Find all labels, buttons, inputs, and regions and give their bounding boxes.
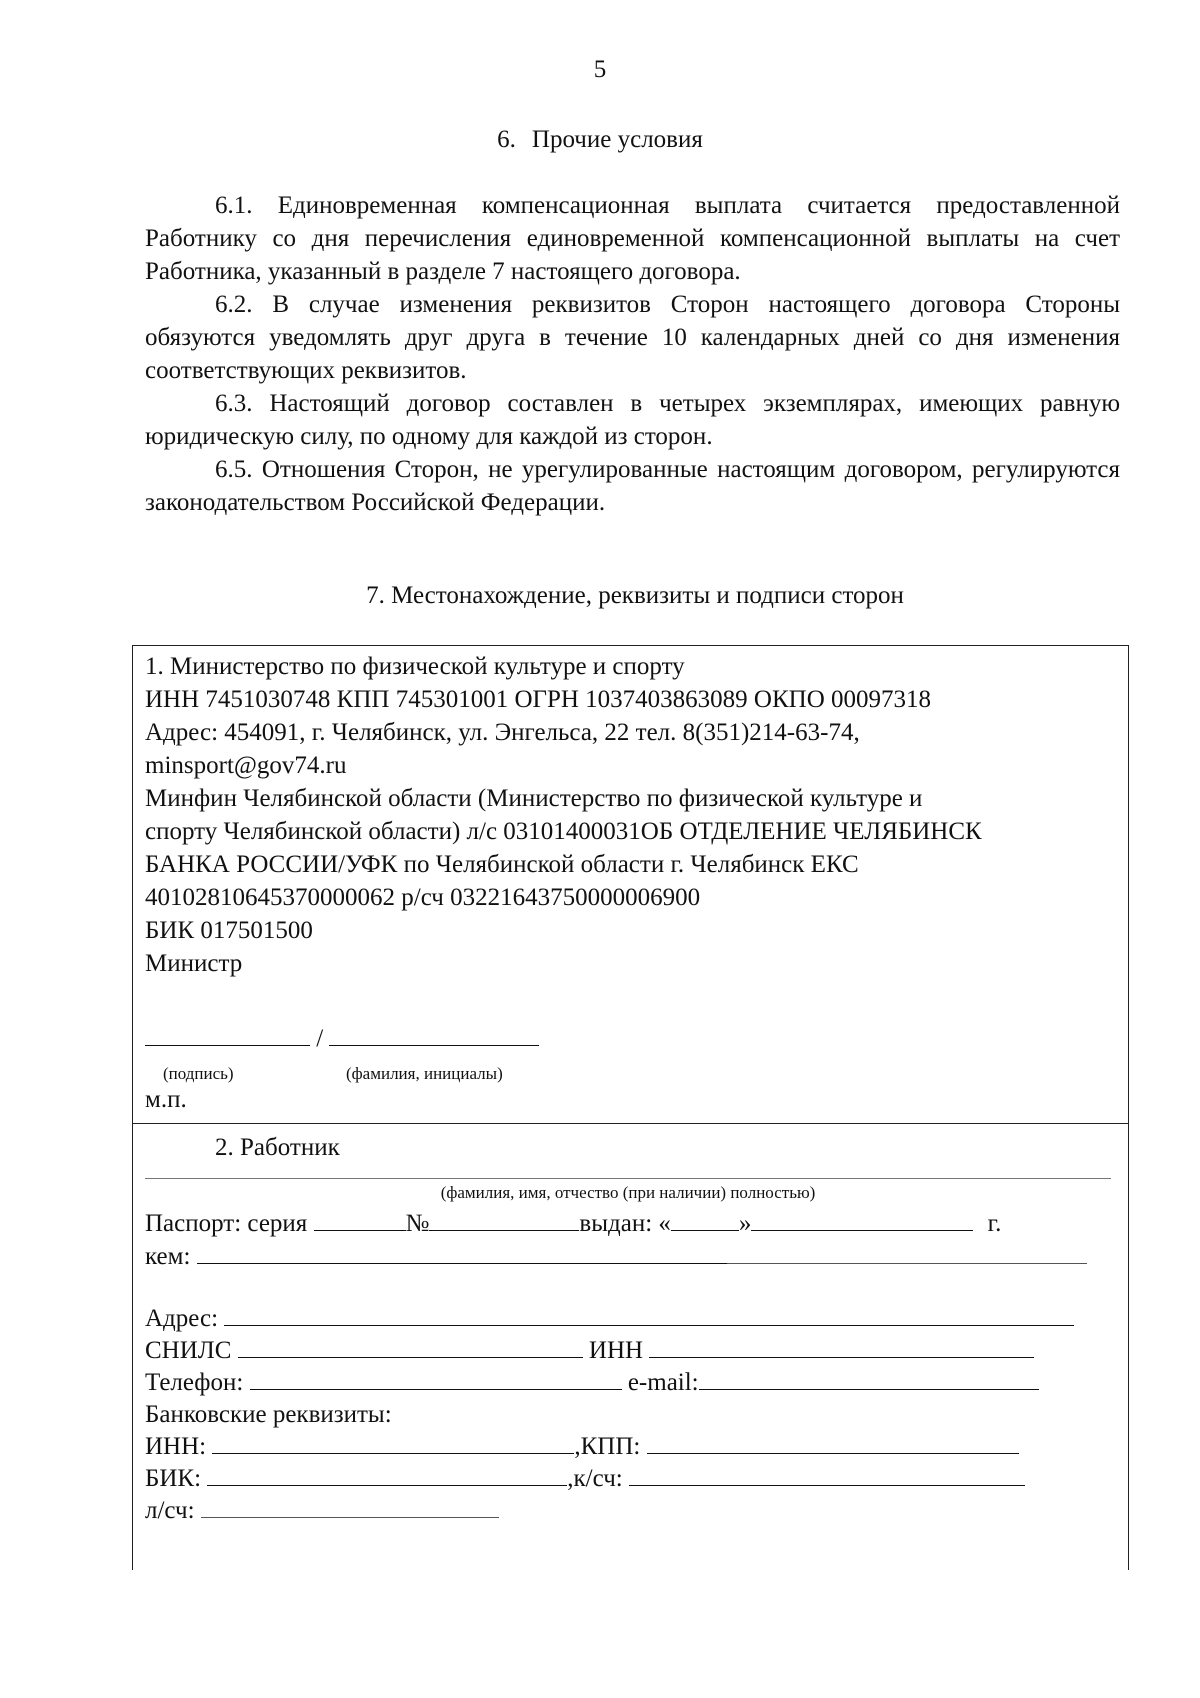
address-label: Адрес: xyxy=(145,1305,219,1332)
issued-by-label: кем: xyxy=(145,1243,191,1270)
phone-blank[interactable] xyxy=(250,1367,622,1390)
ministry-line: спорту Челябинской области) л/с 03101400031ОБ ОТДЕЛЕНИЕ ЧЕЛЯБИНСК xyxy=(145,818,982,845)
section-6-number: 6. xyxy=(497,126,516,153)
bank-inn-blank[interactable] xyxy=(212,1431,574,1454)
clause-6-3: 6.3. Настоящий договор составлен в четырех экземплярах, имеющих равную юридическую силу, по одному для каждой из сторон. xyxy=(145,390,1120,450)
email-label: e-mail: xyxy=(627,1369,699,1396)
email-blank[interactable] xyxy=(699,1367,1039,1390)
ls-label: л/сч: xyxy=(145,1497,195,1524)
stamp-label: м.п. xyxy=(145,1086,187,1113)
year-suffix: г. xyxy=(987,1210,1002,1237)
phone-row xyxy=(145,1366,1039,1399)
ministry-line: БИК 017501500 xyxy=(145,917,313,944)
passport-series-blank[interactable] xyxy=(314,1208,406,1231)
worker-heading: 2. Работник xyxy=(215,1134,340,1161)
bank-inn-row xyxy=(145,1430,1019,1463)
ministry-line: Адрес: 454091, г. Челябинск, ул. Энгельса, 22 тел. 8(351)214-63-74, xyxy=(145,719,860,746)
issued-label: выдан: « xyxy=(579,1210,671,1237)
bik-label: БИК: xyxy=(145,1465,202,1492)
passport-number-blank[interactable] xyxy=(429,1208,579,1231)
requisites-table xyxy=(132,645,1129,1570)
page-number: 5 xyxy=(593,56,607,83)
section-6-title xyxy=(0,126,1200,154)
issued-by-blank[interactable] xyxy=(197,1241,727,1264)
kpp-blank[interactable] xyxy=(647,1431,1019,1454)
kpp-label: ,КПП: xyxy=(574,1433,641,1460)
signature-caption: (подпись) xyxy=(163,1064,234,1083)
clause-6-5: 6.5. Отношения Сторон, не урегулированные настоящим договором, регулируются законодательством Российской Федерации. xyxy=(145,456,1120,516)
section-7-title: 7. Местонахождение, реквизиты и подписи сторон xyxy=(366,582,904,609)
inn-blank[interactable] xyxy=(649,1335,1034,1358)
phone-label: Телефон: xyxy=(145,1369,244,1396)
inn-label: ИНН xyxy=(588,1337,644,1364)
snils-blank[interactable] xyxy=(238,1335,583,1358)
fio-blank[interactable] xyxy=(145,1178,1111,1179)
ministry-line: 1. Министерство по физической культуре и спорту xyxy=(145,653,685,680)
section-6-title-text: Прочие условия xyxy=(531,126,703,153)
bik-row xyxy=(145,1462,1025,1495)
clause-6-1: 6.1. Единовременная компенсационная выплата считается предоставленной Работнику со дня перечисления единовременной компенсационной выплаты на счет Работника, указанный в разделе 7 настоящего договора. xyxy=(145,192,1120,285)
row-divider xyxy=(133,1123,1128,1124)
issued-by-blank-2[interactable] xyxy=(727,1241,1087,1264)
bank-requisites-label: Банковские реквизиты: xyxy=(145,1401,392,1428)
ministry-line: БАНКА РОССИИ/УФК по Челябинской области г. Челябинск ЕКС xyxy=(145,851,859,878)
passport-label: Паспорт: серия xyxy=(145,1210,308,1237)
issued-month-blank[interactable] xyxy=(751,1208,973,1231)
address-row xyxy=(145,1302,1074,1335)
passport-row xyxy=(145,1207,1001,1240)
ministry-line: 40102810645370000062 р/сч 03221643750000006900 xyxy=(145,884,701,911)
number-label: № xyxy=(405,1210,430,1237)
name-blank[interactable] xyxy=(329,1023,539,1046)
ks-label: ,к/сч: xyxy=(567,1465,623,1492)
bik-blank[interactable] xyxy=(207,1463,567,1486)
section-6-clauses xyxy=(145,189,1120,519)
issued-close: » xyxy=(738,1210,752,1237)
issued-day-blank[interactable] xyxy=(671,1208,739,1231)
ministry-line: minsport@gov74.ru xyxy=(145,752,347,779)
clause-6-2: 6.2. В случае изменения реквизитов Сторон настоящего договора Стороны обязуются уведомлять друг друга в течение 10 календарных дней со дня изменения соответствующих реквизитов. xyxy=(145,291,1120,384)
snils-label: СНИЛС xyxy=(145,1337,232,1364)
snils-row xyxy=(145,1334,1034,1367)
ministry-line: Минфин Челябинской области (Министерство по физической культуре и xyxy=(145,785,923,812)
ministry-line: Министр xyxy=(145,950,243,977)
ls-blank[interactable] xyxy=(201,1495,499,1518)
bank-inn-label: ИНН: xyxy=(145,1433,207,1460)
ls-row xyxy=(145,1494,499,1527)
issued-by-row xyxy=(145,1240,1087,1273)
name-caption: (фамилия, инициалы) xyxy=(346,1064,503,1083)
signature-slash: / xyxy=(316,1025,324,1052)
ks-blank[interactable] xyxy=(629,1463,1025,1486)
ministry-line: ИНН 7451030748 КПП 745301001 ОГРН 1037403863089 ОКПО 00097318 xyxy=(145,686,931,713)
signature-row xyxy=(145,1022,539,1055)
signature-blank[interactable] xyxy=(145,1023,310,1046)
ministry-requisites xyxy=(145,650,1125,980)
address-blank[interactable] xyxy=(224,1303,1074,1326)
fio-caption: (фамилия, имя, отчество (при наличии) полностью) xyxy=(440,1183,816,1202)
